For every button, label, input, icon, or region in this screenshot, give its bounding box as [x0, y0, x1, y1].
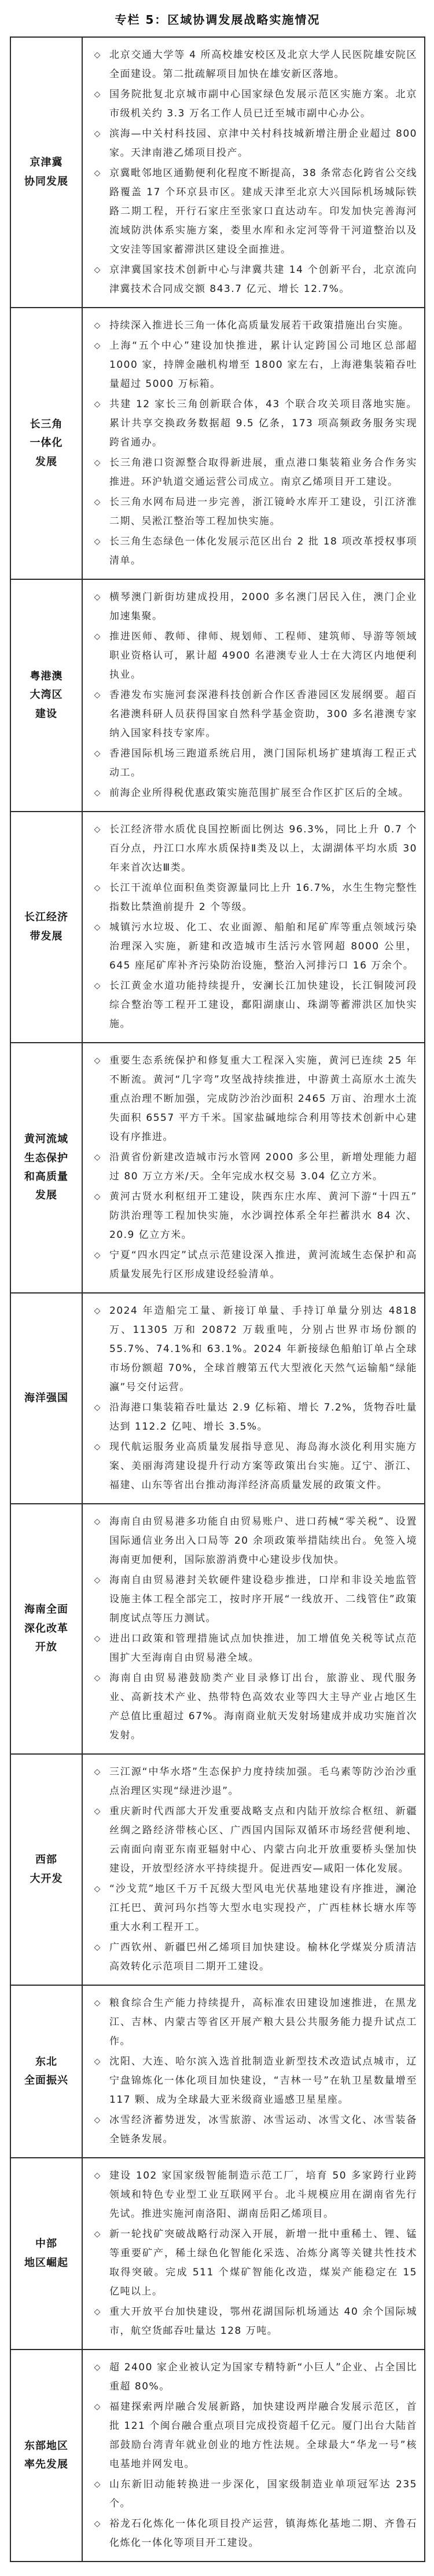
diamond-bullet-icon: ◇	[94, 2057, 101, 2066]
diamond-bullet-icon: ◇	[94, 341, 101, 350]
row-header-line: 开放	[35, 1641, 57, 1654]
bullet-item	[85, 686, 417, 743]
diamond-bullet-icon: ◇	[94, 2230, 101, 2239]
table-row	[11, 1985, 424, 2157]
diamond-bullet-icon: ◇	[94, 1403, 101, 1412]
diamond-bullet-icon: ◇	[94, 90, 101, 99]
diamond-bullet-icon: ◇	[94, 1153, 101, 1162]
bullet-text: 新一轮找矿突破战略行动深入开展，新增一批中重稀土、锂、锰等重要矿产，稀土绿色化智能化采选、冶炼分离等关键共性技术取得突破。完成 511 个煤矿智能化改造，煤炭产能稳定在 15 亿吨以上。	[109, 2228, 417, 2297]
bullet-text: 沿黄省份新建改造城市污水管网 2000 多公里，新增处理能力超过 80 万立方米/天。全年完成水权交易 3.04 亿立方米。	[109, 1152, 417, 1182]
row-content	[83, 2350, 424, 2561]
diamond-bullet-icon: ◇	[94, 2402, 101, 2411]
row-header-line: 海南全面	[24, 1603, 68, 1616]
bullet-text: 长三角港口资源整合取得新进展，重点港口集装箱业务合作务实推进。环沪轨道交通运营公司成立。南京乙烯项目开工建设。	[109, 457, 417, 488]
row-content	[83, 1043, 424, 1292]
bullet-item	[85, 493, 417, 531]
bullet-item	[85, 164, 417, 260]
row-header-line: 长三角	[30, 418, 63, 430]
row-header-line: 深化改革	[24, 1622, 68, 1635]
bullet-text: 裕龙石化炼化一体化项目投产运营，镇海炼化基地二期、齐鲁石化炼化一体化等项目开工建设。	[109, 2518, 417, 2549]
bullet-item	[85, 1880, 417, 1937]
row-header-line: 黄河流域	[24, 1133, 68, 1146]
table-row	[11, 38, 424, 307]
diamond-bullet-icon: ◇	[94, 1517, 101, 1526]
row-header-line: 协同发展	[24, 175, 68, 188]
bullet-item	[85, 627, 417, 685]
row-header-line: 率先发展	[24, 2458, 68, 2471]
diamond-bullet-icon: ◇	[94, 2519, 101, 2529]
diamond-bullet-icon: ◇	[94, 1192, 101, 1201]
row-header-line: 长江经济	[24, 911, 68, 924]
diamond-bullet-icon: ◇	[94, 2115, 101, 2125]
bullet-text: 现代航运服务业高质量发展指导意见、海岛海水淡化利用实施方案、美丽海湾建设提升行动方案等政策出台实施。辽宁、浙江、福建、山东等省出台推动海洋经济高质量发展的政策文件。	[109, 1441, 417, 1491]
diamond-bullet-icon: ◇	[94, 981, 101, 991]
row-header-line: 西部	[35, 1854, 57, 1866]
diamond-bullet-icon: ◇	[94, 1634, 101, 1643]
row-header-3	[11, 812, 83, 1042]
bullet-text: 长江干流单位面积鱼类资源量同比上升 16.7%，水生生物完整性指数比禁渔前提升 2 个等级。	[109, 882, 417, 913]
bullet-text: 滨海—中关村科技园、京津中关村科技城新增注册企业超过 800 家。天津南港乙烯项目投产。	[109, 128, 417, 159]
bullet-item	[85, 2475, 417, 2513]
page-title: 专栏 5：区域协调发展战略实施情况	[115, 13, 321, 27]
bullet-item	[85, 337, 417, 394]
bullet-text: 海南自由贸易港封关软硬件建设稳步推进，口岸和非设关地监管设施主体工程全部完工，按时序开展“一线放开、二线管住”政策制度试点等压力测试。	[109, 1574, 417, 1624]
bullet-item	[85, 1246, 417, 1284]
strategy-table	[10, 36, 425, 2562]
row-header-10	[11, 2350, 83, 2561]
row-header-line: 大开发	[30, 1872, 63, 1885]
row-content	[83, 38, 424, 307]
bullet-text: 黄河古贤水利枢纽开工建设，陕西东庄水库、黄河下游“十四五”防洪治理等工程加快实施，水沙调控体系全年拦蓄洪水 84 次、20.9 亿立方米。	[109, 1191, 417, 1241]
bullet-text: 推进医师、教师、律师、规划师、工程师、建筑师、导游等领域职业资格认可，累计超 4900 名港澳专业人士在大湾区内地便利执业。	[109, 631, 417, 681]
diamond-bullet-icon: ◇	[94, 923, 101, 932]
diamond-bullet-icon: ◇	[94, 1306, 101, 1316]
bullet-text: 重大开放平台加快建设，鄂州花湖国际机场通达 40 余个国际城市，航空货邮吞吐量达 128 万吨。	[109, 2306, 417, 2337]
bullet-text: 重要生态系统保护和修复重大工程深入实施，黄河已连续 25 年不断流。黄河“几字弯”攻坚战持续推进，中游黄土高原水土流失重点治理不断加强，完成防沙治沙面积 2465 万亩、治理水土流失面积 6557 平方千米。国家盐碱地综合利用等技术创新中心建设有序推进。	[109, 1055, 417, 1143]
row-content	[83, 1504, 424, 1753]
bullet-item	[85, 261, 417, 299]
table-row	[11, 2157, 424, 2349]
diamond-bullet-icon: ◇	[94, 2363, 101, 2372]
bullet-text: 建设 102 家国家级智能制造示范工厂，培育 50 多家跨行业跨领域和特色专业型工业互联网平台。北斗规模应用在湖南省先行先试。推进实施河南洛阳、湖南岳阳乙烯项目。	[109, 2170, 417, 2220]
bullet-item	[85, 1148, 417, 1186]
diamond-bullet-icon: ◇	[94, 1767, 101, 1777]
row-header-6	[11, 1504, 83, 1753]
bullet-item	[85, 820, 417, 878]
bullet-item	[85, 46, 417, 84]
table-row	[11, 2349, 424, 2561]
bullet-item	[85, 1438, 417, 1495]
bullet-text: 北京交通大学等 4 所高校雄安校区及北京大学人民医院雄安院区全面建设。第二批疏解项目加快在雄安新区落地。	[109, 49, 417, 80]
bullet-item	[85, 85, 417, 123]
bullet-item	[85, 532, 417, 571]
bullet-item	[85, 395, 417, 452]
row-content	[83, 308, 424, 579]
row-content	[83, 580, 424, 811]
row-header-line: 中部	[35, 2238, 57, 2250]
bullet-item	[85, 2111, 417, 2149]
bullet-text: 香港发布实施河套深港科技创新合作区香港园区发展纲要。超百名港澳科研人员获得国家自然科学基金资助，300 多名港澳专家纳入国家科技专家库。	[109, 689, 417, 739]
diamond-bullet-icon: ◇	[94, 1884, 101, 1894]
bullet-item	[85, 2052, 417, 2110]
row-content	[83, 1755, 424, 1985]
diamond-bullet-icon: ◇	[94, 50, 101, 60]
bullet-item	[85, 2166, 417, 2224]
row-header-2	[11, 580, 83, 811]
bullet-item	[85, 125, 417, 163]
bullet-text: 进出口政策和管理措施试点加快推进，加工增值免关税等试点范围扩大至海南自由贸易港全域。	[109, 1633, 417, 1664]
diamond-bullet-icon: ◇	[94, 129, 101, 138]
bullet-item	[85, 2303, 417, 2341]
bullet-item	[85, 879, 417, 917]
row-header-line: 海洋强国	[24, 1391, 68, 1404]
row-header-0	[11, 38, 83, 307]
diamond-bullet-icon: ◇	[94, 1943, 101, 1952]
bullet-item	[85, 316, 417, 335]
bullet-text: 前海企业所得税优惠政策实施范围扩展至合作区扩区后的全域。	[109, 787, 409, 799]
bullet-text: 山东新旧动能转换进一步深化，国家级制造业单项冠军达 235 个。	[109, 2479, 417, 2509]
diamond-bullet-icon: ◇	[94, 883, 101, 893]
bullet-item	[85, 1763, 417, 1801]
bullet-item	[85, 918, 417, 975]
diamond-bullet-icon: ◇	[94, 321, 101, 330]
bullet-text: 京津冀国家技术创新中心与津冀共建 14 个创新平台，北京流向津冀技术合同成交额 843.7 亿元、增长 12.7%。	[109, 264, 417, 295]
bullet-item	[85, 2515, 417, 2553]
row-header-line: 大湾区	[30, 689, 63, 701]
bullet-text: 长江黄金水道功能持续提升，安澜长江加快建设，长江铜陵河段综合整治等工程开工建设，鄱阳湖康山、珠湖等蓄滞洪区加快实施。	[109, 980, 417, 1030]
bullet-text: “沙戈荒”地区千万千瓦级大型风电光伏基地建设有序推进，澜沧江托巴、黄河玛尔挡等大型水电实现投产，广西桂林长塘水库等重大水利工程开工。	[109, 1883, 417, 1933]
row-header-7	[11, 1755, 83, 1985]
table-row	[11, 1292, 424, 1503]
row-header-line: 东北	[35, 2055, 57, 2068]
bullet-item	[85, 2358, 417, 2396]
bullet-item	[85, 1994, 417, 2051]
diamond-bullet-icon: ◇	[94, 1674, 101, 1683]
row-header-line: 发展	[35, 455, 57, 468]
table-row	[11, 811, 424, 1042]
bullet-text: 福建探索两岸融合发展新路，加快建设两岸融合发展示范区，首批 121 个闽台融合重点项目完成投资超千亿元。厦门出台大陆首部鼓励台湾青年就业创业的地方性法规。全球最大“华龙一号”核电基地并网发电。	[109, 2401, 417, 2470]
bullet-item	[85, 1938, 417, 1976]
row-header-line: 和高质量	[24, 1171, 68, 1183]
row-header-9	[11, 2158, 83, 2349]
bullet-item	[85, 1802, 417, 1879]
table-row	[11, 1753, 424, 1985]
bullet-text: 沿海港口集装箱吞吐量达 2.9 亿标箱、增长 7.2%，货物吞吐量达到 112.2 亿吨、增长 3.5%。	[109, 1402, 417, 1433]
bullet-text: 长江经济带水质优良国控断面比例达 96.3%，同比上升 0.7 个百分点，丹江口水库水质保持Ⅱ类及以上，太湖湖体平均水质 30 年来首次达Ⅲ类。	[109, 824, 417, 874]
row-header-1	[11, 308, 83, 579]
diamond-bullet-icon: ◇	[94, 1442, 101, 1452]
bullet-text: 广西钦州、新疆巴州乙烯项目加快建设。榆林化学煤炭分质清洁高效转化示范项目二期开工建设。	[109, 1942, 417, 1972]
bullet-text: 三江源“中华水塔”生态保护力度持续加强。毛乌素等防沙治沙重点治理区实现“绿进沙退”。	[109, 1766, 417, 1797]
bullet-item	[85, 1512, 417, 1570]
row-header-line: 带发展	[30, 930, 63, 942]
diamond-bullet-icon: ◇	[94, 825, 101, 834]
row-header-line: 全面振兴	[24, 2074, 68, 2087]
row-header-8	[11, 1986, 83, 2157]
bullet-item	[85, 2225, 417, 2301]
row-header-line: 建设	[35, 707, 57, 720]
bullet-text: 城镇污水垃圾、化工、农业面源、船舶和尾矿库等重点领域污染治理深入实施，新建和改造城市生活污水管网超 8000 公里，645 座尾矿库补齐污染防治设施，整治入河排污口 16 万余个。	[109, 922, 417, 971]
row-header-5	[11, 1294, 83, 1503]
diamond-bullet-icon: ◇	[94, 2171, 101, 2180]
diamond-bullet-icon: ◇	[94, 498, 101, 507]
row-content	[83, 2158, 424, 2349]
row-content	[83, 812, 424, 1042]
diamond-bullet-icon: ◇	[94, 458, 101, 467]
table-row	[11, 579, 424, 811]
row-header-line: 一体化	[30, 437, 63, 450]
bullet-text: 持续深入推进长三角一体化高质量发展若干政策措施出台实施。	[109, 320, 409, 331]
bullet-item	[85, 1302, 417, 1397]
bullet-item	[85, 784, 417, 803]
diamond-bullet-icon: ◇	[94, 593, 101, 602]
bullet-item	[85, 1398, 417, 1437]
bullet-text: 冰雪经济蓄势迸发，冰雪旅游、冰雪运动、冰雪文化、冰雪装备全链条发展。	[109, 2114, 417, 2145]
diamond-bullet-icon: ◇	[94, 169, 101, 178]
row-header-line: 东部地区	[24, 2439, 68, 2452]
bullet-item	[85, 1629, 417, 1668]
row-header-line: 发展	[35, 1189, 57, 1202]
bullet-item	[85, 1051, 417, 1147]
diamond-bullet-icon: ◇	[94, 2480, 101, 2489]
bullet-text: 京冀毗邻地区通勤便利化程度不断提高，38 条常态化跨省公交线路覆盖 17 个环京县市区。建成天津至北京大兴国际机场城际铁路二期工程，开行石家庄至张家口直达动车。印发加快完善海河流域防洪体系实施方案，娄里水库和永定河等骨干河道整治以及文安洼等国家蓄滞洪区建设全面推进。	[109, 167, 417, 255]
bullet-text: 海南自由贸易港鼓励类产业目录修订出台，旅游业、现代服务业、高新技术产业、热带特色高效农业等四大主导产业占地区生产总值比重超过 67%。海南商业航天发射场建成并成功实施首次发射。	[109, 1672, 417, 1741]
bullet-item	[85, 1571, 417, 1628]
bullet-text: 香港国际机场三跑道系统启用，澳门国际机场扩建填海工程正式动工。	[109, 748, 417, 779]
diamond-bullet-icon: ◇	[94, 690, 101, 700]
row-header-4	[11, 1043, 83, 1292]
row-header-line: 粤港澳	[30, 670, 63, 682]
diamond-bullet-icon: ◇	[94, 400, 101, 409]
bullet-text: 横琴澳门新街坊建成投用，2000 多名澳门居民入住，澳门企业加速集聚。	[109, 591, 417, 622]
row-header-line: 生态保护	[24, 1152, 68, 1164]
diamond-bullet-icon: ◇	[94, 1807, 101, 1816]
bullet-item	[85, 454, 417, 492]
bullet-text: 超 2400 家企业被认定为国家专精特新“小巨人”企业、占全国比重超 80%。	[109, 2362, 417, 2392]
bullet-text: 粮食综合生产能力持续提升，高标准农田建设加速推进，在黑龙江、吉林、内蒙古等省区开展产粮大县公共服务能力提升试点工作。	[109, 1997, 417, 2047]
row-header-line: 地区崛起	[24, 2256, 68, 2269]
table-row	[11, 307, 424, 579]
row-header-line: 京津冀	[30, 156, 63, 169]
bullet-item	[85, 744, 417, 783]
bullet-text: 海南自由贸易港多功能自由贸易账户、进口药械“零关税”、设置国际通信业务出入口局等 20 余项政策举措陆续出台。免签入境海南更加便利，国际旅游消费中心建设步伐加快。	[109, 1516, 417, 1566]
diamond-bullet-icon: ◇	[94, 1056, 101, 1065]
bullet-item	[85, 977, 417, 1034]
table-row	[11, 1042, 424, 1292]
bullet-text: 长三角生态绿色一体化发展示范区出台 2 批 18 项改革授权事项清单。	[109, 536, 417, 567]
diamond-bullet-icon: ◇	[94, 749, 101, 758]
bullet-item	[85, 1187, 417, 1245]
bullet-text: 上海“五个中心”建设加快推进，累计认定跨国公司地区总部超 1000 家，持牌金融机构增至 1800 家左右，上海港集装箱吞吐量超过 5000 万标箱。	[109, 340, 417, 390]
bullet-text: 沈阳、大连、哈尔滨入选首批制造业新型技术改造试点城市，辽宁盘锦炼化一体化项目加快建设，“吉林一号”在轨卫星数量增至 117 颗、成为全球最大亚米级商业遥感卫星星座。	[109, 2056, 417, 2106]
diamond-bullet-icon: ◇	[94, 2307, 101, 2316]
diamond-bullet-icon: ◇	[94, 788, 101, 798]
bullet-item	[85, 588, 417, 626]
bullet-text: 宁夏“四水四定”试点示范建设深入推进，黄河流域生态保护和高质量发展先行区形成建设经验清单。	[109, 1249, 417, 1280]
bullet-text: 2024 年造船完工量、新接订单量、手持订单量分别达 4818 万、11305 万和 20872 万载重吨，分别占世界市场份额的 55.7%、74.1%和 63.1%。2024 年新接绿色船舶订单占全球市场份额超 70%，全球首艘第五代大型液化天然气运输船“绿能瀛”号交付运营。	[109, 1305, 417, 1393]
bullet-text: 共建 12 家长三角创新联合体，43 个联合攻关项目落地实施。累计共享交换政务数据超 9.5 亿条，173 项高频政务服务实现跨省通办。	[109, 399, 417, 448]
table-row	[11, 1503, 424, 1753]
diamond-bullet-icon: ◇	[94, 1998, 101, 2008]
diamond-bullet-icon: ◇	[94, 265, 101, 275]
row-content	[83, 1986, 424, 2157]
bullet-text: 重庆新时代西部大开发重要战略支点和内陆开放综合枢纽、新疆丝绸之路经济带核心区、广西国内国际双循环市场经营便利地、云南面向南亚东南亚辐射中心、内蒙古向北开放重要桥头堡加快建设，开放型经济水平持续提升。促进西安—咸阳一体化发展。	[109, 1806, 417, 1875]
bullet-text: 国务院批复北京城市副中心国家绿色发展示范区实施方案。北京市级机关约 3.3 万名工作人员已迁至城市副中心办公。	[109, 89, 417, 119]
diamond-bullet-icon: ◇	[94, 632, 101, 641]
diamond-bullet-icon: ◇	[94, 1576, 101, 1585]
row-content	[83, 1294, 424, 1503]
bullet-text: 长三角水网布局进一步完善，浙江镜岭水库开工建设，引江济淮二期、吴淞江整治等工程加快实施。	[109, 496, 417, 527]
bullet-item	[85, 2398, 417, 2474]
bullet-item	[85, 1669, 417, 1745]
diamond-bullet-icon: ◇	[94, 537, 101, 546]
diamond-bullet-icon: ◇	[94, 1251, 101, 1260]
